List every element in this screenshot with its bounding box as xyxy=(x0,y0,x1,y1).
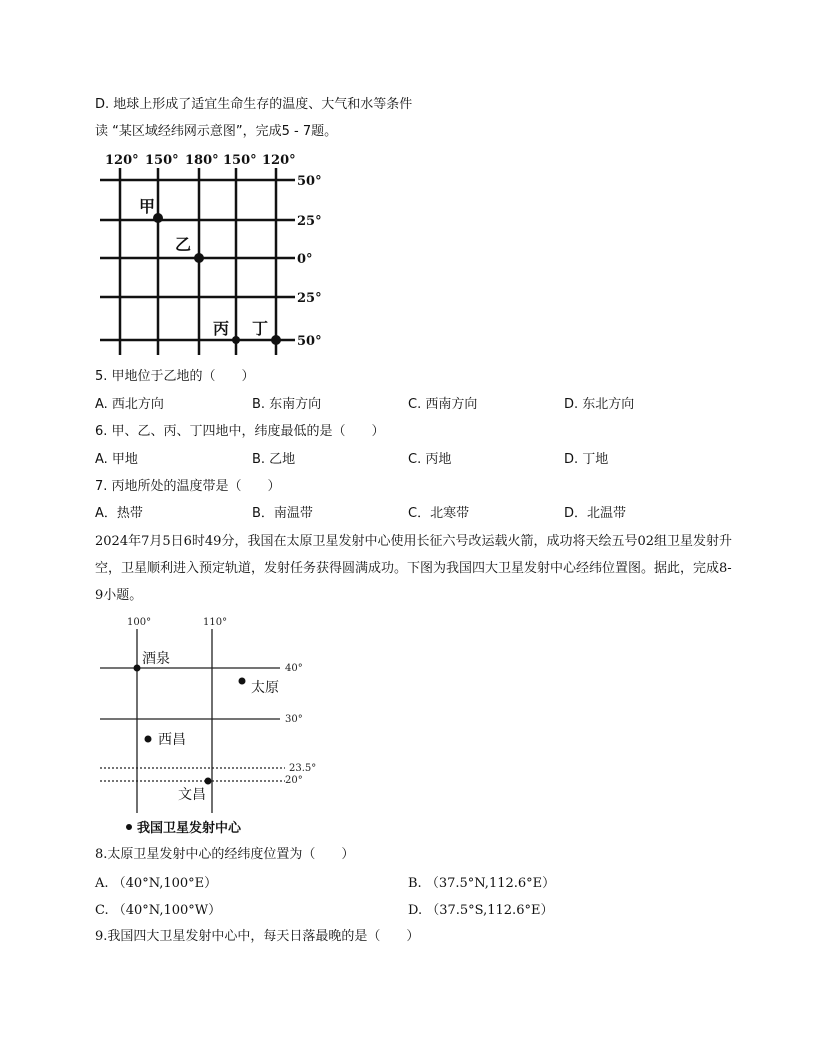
fig1-lon-label-3: 180° xyxy=(185,153,219,168)
point-label-jia: 甲 xyxy=(139,197,156,216)
fig1-lon-label-4: 150° xyxy=(223,153,257,168)
site-label-xichang: 西昌 xyxy=(158,732,186,748)
fig1-lat-label-4: 25° xyxy=(297,291,322,306)
q7-option-d[interactable]: D．北温带 xyxy=(564,506,627,521)
site-marker-jiuquan xyxy=(134,665,141,672)
figure1-graticule-map xyxy=(95,150,330,360)
fig1-lat-label-2: 25° xyxy=(297,214,322,229)
question-5: 5. 甲地位于乙地的（ ） xyxy=(95,369,255,384)
site-label-jiuquan: 酒泉 xyxy=(142,651,170,667)
q6-option-b[interactable]: B. 乙地 xyxy=(252,452,296,467)
point-ding xyxy=(271,335,281,345)
fig2-lat-label-4: 20° xyxy=(285,775,303,786)
site-label-taiyuan: 太原 xyxy=(251,680,279,696)
point-bing xyxy=(232,336,240,344)
q8-option-b[interactable]: B. （37.5°N,112.6°E） xyxy=(408,876,556,891)
fig1-lon-label-5: 120° xyxy=(262,153,296,168)
site-marker-taiyuan xyxy=(239,678,246,685)
question-8: 8.太原卫星发射中心的经纬度位置为（ ） xyxy=(95,847,355,862)
legend-label: 我国卫星发射中心 xyxy=(137,821,242,836)
q5-option-b[interactable]: B. 东南方向 xyxy=(252,397,322,412)
fig2-lon-label-1: 100° xyxy=(127,617,152,628)
fig2-lon-label-2: 110° xyxy=(203,617,228,628)
q6-option-a[interactable]: A. 甲地 xyxy=(95,452,138,467)
q6-option-c[interactable]: C. 丙地 xyxy=(408,452,452,467)
q6-option-d[interactable]: D. 丁地 xyxy=(564,452,609,467)
fig2-lat-label-2: 30° xyxy=(285,714,303,725)
q7-option-b[interactable]: B．南温带 xyxy=(252,506,313,521)
question-7: 7. 丙地所处的温度带是（ ） xyxy=(95,479,281,494)
figure1-intro: 读 “某区域经纬网示意图”，完成5 - 7题。 xyxy=(95,124,338,139)
fig1-lat-label-3: 0° xyxy=(297,252,313,267)
option-d-previous: D. 地球上形成了适宜生命生存的温度、大气和水等条件 xyxy=(95,97,413,112)
q5-option-d[interactable]: D. 东北方向 xyxy=(564,397,635,412)
point-label-ding: 丁 xyxy=(252,319,269,338)
question-9: 9.我国四大卫星发射中心中，每天日落最晚的是（ ） xyxy=(95,929,420,944)
fig1-lat-label-1: 50° xyxy=(297,174,322,189)
question-6: 6. 甲、乙、丙、丁四地中，纬度最低的是（ ） xyxy=(95,424,385,439)
q7-option-a[interactable]: A．热带 xyxy=(95,506,143,521)
figure2-launch-centers-map xyxy=(95,613,335,838)
site-label-wenchang: 文昌 xyxy=(178,787,206,803)
point-label-yi: 乙 xyxy=(175,235,192,254)
fig1-lon-label-1: 120° xyxy=(105,153,139,168)
fig2-lat-label-1: 40° xyxy=(285,663,303,674)
site-marker-xichang xyxy=(145,736,152,743)
fig1-lon-label-2: 150° xyxy=(145,153,179,168)
q7-option-c[interactable]: C．北寒带 xyxy=(408,506,470,521)
point-yi xyxy=(194,253,204,263)
q8-option-d[interactable]: D. （37.5°S,112.6°E） xyxy=(408,903,554,918)
q8-option-c[interactable]: C. （40°N,100°W） xyxy=(95,903,222,918)
fig2-lat-label-3: 23.5° xyxy=(289,763,317,774)
q5-option-a[interactable]: A. 西北方向 xyxy=(95,397,164,412)
legend-marker xyxy=(126,824,132,830)
fig1-lat-label-5: 50° xyxy=(297,334,322,349)
passage-satellite-launch: 2024年7月5日6时49分，我国在太原卫星发射中心使用长征六号改运载火箭，成功将天绘五号02组卫星发射升空，卫星顺利进入预定轨道，发射任务获得圆满成功。下图为我国四大卫星发射中心经纬位置图。据此，完成8-9小题。 xyxy=(95,534,732,603)
q5-option-c[interactable]: C. 西南方向 xyxy=(408,397,478,412)
site-marker-wenchang xyxy=(205,778,212,785)
q8-option-a[interactable]: A. （40°N,100°E） xyxy=(95,876,218,891)
point-label-bing: 丙 xyxy=(213,319,230,338)
